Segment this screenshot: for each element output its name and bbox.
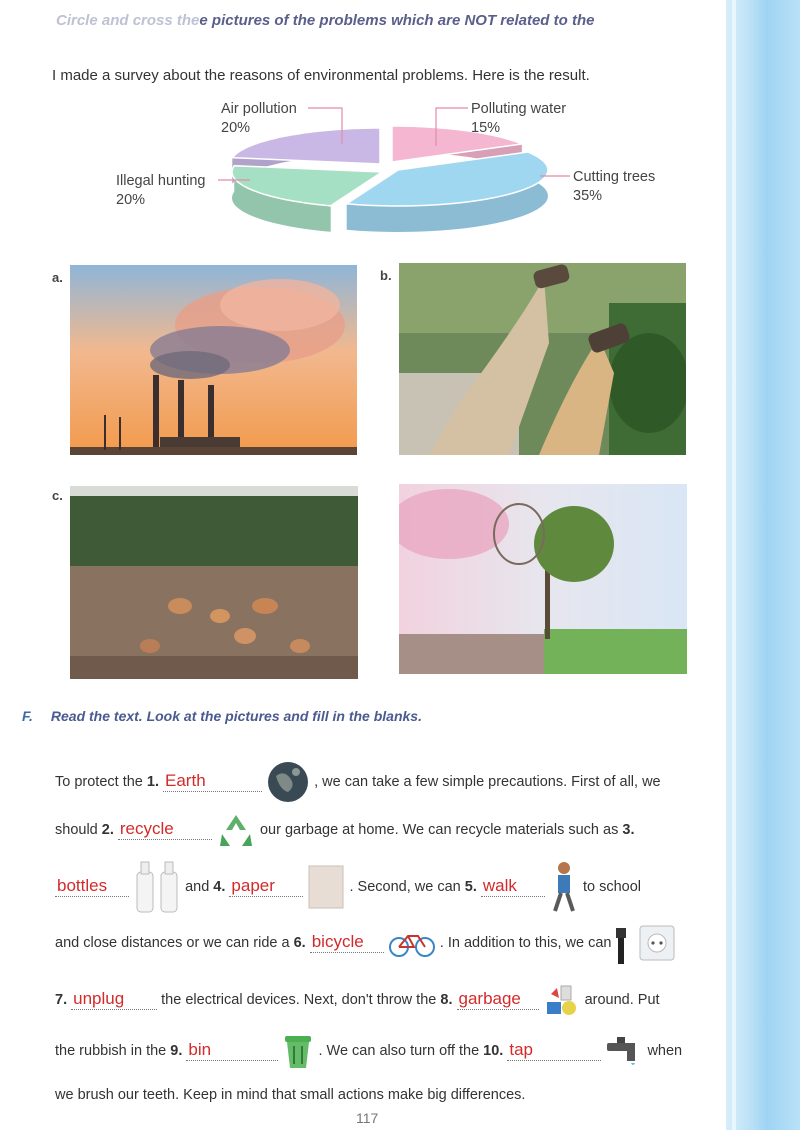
blank-answer-10[interactable]: tap xyxy=(507,1040,601,1061)
top-heading-text: e pictures of the problems which are NOT related to the xyxy=(199,12,595,29)
tap-icon xyxy=(605,1035,643,1067)
pie-label-cutting-trees-name: Cutting trees xyxy=(573,169,656,185)
pie-label-polluting-water-name: Polluting water xyxy=(471,101,567,117)
text-line-5 xyxy=(55,980,660,1020)
pie-label-illegal-hunting xyxy=(116,172,206,210)
text-l4-b: . In addition to this, we can xyxy=(439,934,612,951)
blank-number-5: 5. xyxy=(464,878,477,895)
text-l1-a: To protect the xyxy=(55,773,143,790)
blank-answer-4[interactable]: paper xyxy=(229,876,303,897)
photo-a-letter: a. xyxy=(52,270,63,285)
walking-person-icon xyxy=(549,861,579,913)
text-line-6 xyxy=(55,1032,682,1070)
pie-label-illegal-hunting-name: Illegal hunting xyxy=(116,173,206,189)
text-l3-c: to school xyxy=(582,878,641,895)
garbage-icon xyxy=(543,980,581,1020)
blank-number-2: 2. xyxy=(101,821,114,838)
text-line-2 xyxy=(55,812,634,848)
text-l6-a: the rubbish in the xyxy=(55,1042,167,1059)
text-l4-a: and close distances or we can ride a xyxy=(55,934,290,951)
page-edge-stripe xyxy=(726,0,800,1130)
text-l2-a: should xyxy=(55,821,98,838)
blank-number-7: 7. xyxy=(55,991,68,1008)
pie-label-illegal-hunting-value: 20% xyxy=(116,192,146,208)
text-line-4 xyxy=(55,922,676,964)
pie-label-polluting-water-value: 15% xyxy=(471,120,501,136)
pie-label-air-pollution-value: 20% xyxy=(221,120,251,136)
text-l5-b: around. Put xyxy=(584,991,660,1008)
text-l2-b: our garbage at home. We can recycle materials such as xyxy=(259,821,619,838)
text-l3-a: and xyxy=(185,878,210,895)
pie-label-cutting-trees-value: 35% xyxy=(573,188,603,204)
blank-number-6: 6. xyxy=(293,934,306,951)
section-f-letter: F. xyxy=(22,708,33,724)
photo-polluting-water[interactable] xyxy=(399,263,686,455)
blank-number-4: 4. xyxy=(213,878,226,895)
text-line-1 xyxy=(55,760,661,804)
plug-socket-icon xyxy=(616,922,676,964)
page-number: 117 xyxy=(356,1110,379,1126)
text-l1-b: , we can take a few simple precautions. First of all, we xyxy=(314,773,661,790)
earth-icon xyxy=(266,760,310,804)
blank-answer-5[interactable]: walk xyxy=(481,876,545,897)
pie-label-air-pollution xyxy=(221,100,297,138)
blank-number-10: 10. xyxy=(483,1042,504,1059)
section-f-heading xyxy=(22,708,422,724)
blank-number-8: 8. xyxy=(440,991,453,1008)
recycle-icon xyxy=(216,812,256,848)
pie-label-polluting-water xyxy=(471,100,566,138)
section-f-instruction: Read the text. Look at the pictures and fill in the blanks. xyxy=(50,708,422,724)
pie-label-cutting-trees xyxy=(573,168,655,206)
blank-answer-1[interactable]: Earth xyxy=(163,771,262,792)
text-l5-a: the electrical devices. Next, don't throw the xyxy=(161,991,437,1008)
photo-cutting-trees[interactable] xyxy=(70,486,358,679)
bottles-icon xyxy=(133,860,181,914)
text-l6-b: . We can also turn off the xyxy=(318,1042,480,1059)
blank-answer-9[interactable]: bin xyxy=(186,1040,278,1061)
blank-answer-8[interactable]: garbage xyxy=(457,989,539,1010)
bicycle-icon xyxy=(388,928,436,958)
blank-number-9: 9. xyxy=(170,1042,183,1059)
text-l3-b: . Second, we can xyxy=(349,878,461,895)
blank-answer-3[interactable]: bottles xyxy=(55,876,129,897)
blank-number-3: 3. xyxy=(622,821,635,838)
photo-c-letter: c. xyxy=(52,488,63,503)
blank-answer-2[interactable]: recycle xyxy=(118,819,212,840)
bin-icon xyxy=(282,1032,314,1070)
photo-climate-change[interactable] xyxy=(399,484,687,674)
blank-answer-6[interactable]: bicycle xyxy=(310,932,384,953)
text-l6-c: when xyxy=(647,1042,683,1059)
top-heading xyxy=(56,12,696,29)
text-line-3 xyxy=(55,860,641,914)
pie-label-air-pollution-name: Air pollution xyxy=(221,101,297,117)
survey-pie-chart xyxy=(110,98,690,258)
blank-answer-7[interactable]: unplug xyxy=(71,989,157,1010)
photo-air-pollution[interactable] xyxy=(70,265,357,455)
top-heading-faded: Circle and cross the xyxy=(56,12,200,29)
paper-icon xyxy=(307,864,345,910)
survey-intro: I made a survey about the reasons of environmental problems. Here is the result. xyxy=(52,67,590,84)
blank-number-1: 1. xyxy=(146,773,159,790)
photo-b-letter: b. xyxy=(380,268,392,283)
text-line-7: we brush our teeth. Keep in mind that small actions make big differences. xyxy=(55,1087,526,1103)
